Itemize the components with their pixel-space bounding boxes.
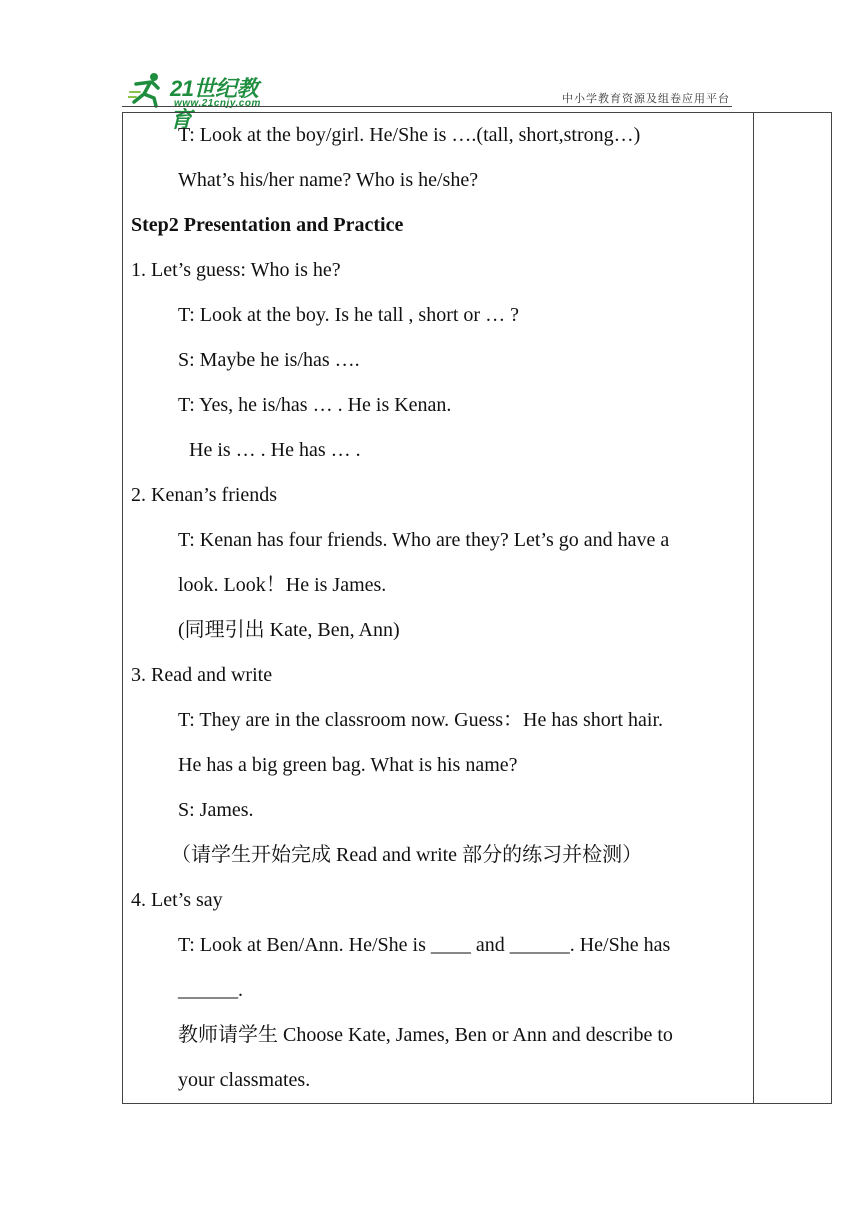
text-line: (同理引出 Kate, Ben, Ann) — [178, 619, 400, 641]
text-line: 教师请学生 Choose Kate, James, Ben or Ann and describe to — [178, 1024, 673, 1046]
logo — [128, 70, 278, 132]
text-line: T: They are in the classroom now. Guess：He has short hair. — [178, 709, 664, 731]
step-heading: 1. Let’s guess: Who is he? — [131, 259, 341, 281]
lesson-table — [122, 112, 832, 1104]
page-header — [122, 66, 732, 132]
text-line: ______. — [178, 979, 243, 1001]
header-tagline: 中小学教育资源及组卷应用平台 — [562, 92, 730, 105]
text-line: S: Maybe he is/has …. — [178, 349, 360, 371]
text-line: look. Look！He is James. — [178, 574, 387, 596]
logo-url: www.21cnjy.com — [174, 98, 261, 109]
section-heading: Step2 Presentation and Practice — [131, 214, 404, 236]
step-heading: 2. Kenan’s friends — [131, 484, 278, 506]
step-heading: 4. Let’s say — [131, 889, 223, 911]
step-heading: 3. Read and write — [131, 664, 273, 686]
logo-text: 21世纪教育 — [170, 76, 258, 132]
text-line: T: Look at Ben/Ann. He/She is ____ and ______. He/She has — [178, 934, 671, 956]
text-line: S: James. — [178, 799, 254, 821]
header-divider — [122, 106, 732, 107]
text-line: T: Yes, he is/has … . He is Kenan. — [178, 394, 452, 416]
text-line: T: Look at the boy/girl. He/She is ….(tall, short,strong…) — [178, 124, 641, 146]
text-line: T: Kenan has four friends. Who are they? Let’s go and have a — [178, 529, 670, 551]
runner-logo-icon — [128, 72, 168, 108]
text-line: He has a big green bag. What is his name? — [178, 754, 518, 776]
text-line: He is … . He has … . — [189, 439, 361, 461]
text-line: What’s his/her name? Who is he/she? — [178, 169, 479, 191]
text-line: （请学生开始完成 Read and write 部分的练习并检测） — [171, 844, 643, 866]
text-line: your classmates. — [178, 1069, 311, 1091]
text-line: T: Look at the boy. Is he tall , short or … ? — [178, 304, 519, 326]
table-column-divider — [753, 113, 754, 1103]
